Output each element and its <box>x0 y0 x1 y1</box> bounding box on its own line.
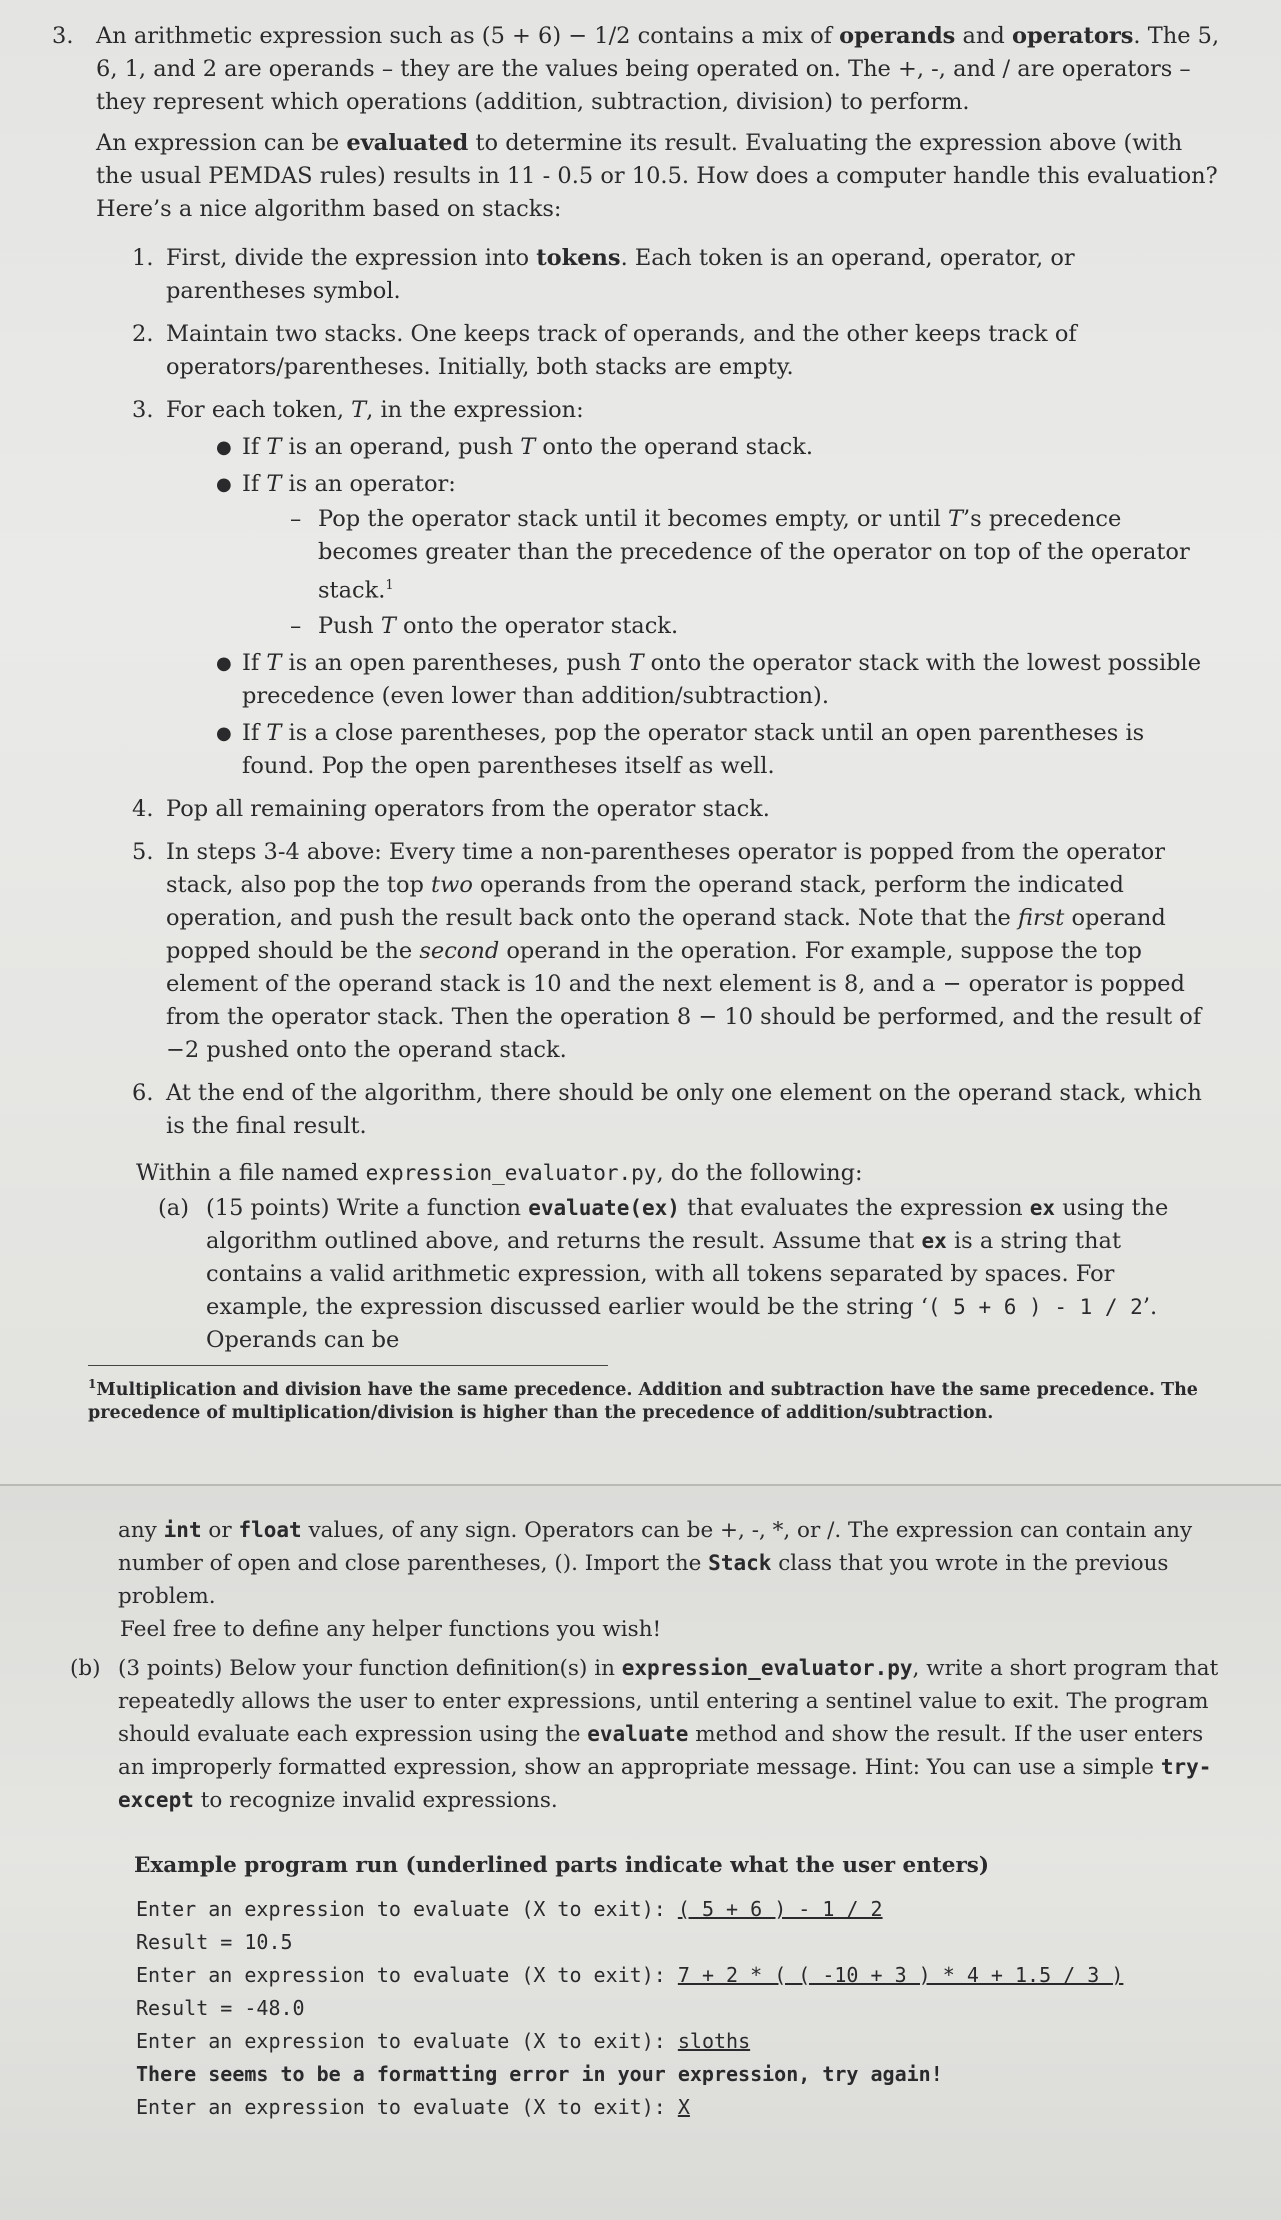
text: is a string that contains a valid arithmetic expression, with all tokens separated by spaces. For example, the expression discussed earlier would be the string ‘ <box>206 1227 1121 1320</box>
text: ’s precedence becomes greater than the precedence of the operator on top of the operator stack. <box>318 506 1190 604</box>
filename: expression_evaluator.py <box>365 1160 657 1185</box>
text: , do the following: <box>656 1159 863 1186</box>
substep-pop <box>290 503 1221 608</box>
text: operands from the operand stack, perform the indicated operation, and push the result back onto the operand stack. Note that the <box>166 871 1124 931</box>
text: T <box>266 649 282 676</box>
code: evaluate(ex) <box>528 1195 680 1220</box>
text: If <box>242 434 267 460</box>
file-instruction <box>52 1157 1221 1190</box>
text: If <box>242 719 267 746</box>
output-line <box>136 1893 1221 1926</box>
text: Within a file named <box>136 1159 366 1186</box>
text: Pop the operator stack until it becomes empty, or until <box>318 506 948 532</box>
text: For each token, <box>166 397 352 423</box>
helper-note <box>100 1613 1221 1646</box>
text: At the end of the algorithm, there should be only one element on the operand stack, which is the final result. <box>166 1079 1202 1139</box>
footnote-marker: 1 <box>385 578 394 593</box>
text: using the algorithm outlined above, and returns the result. Assume that <box>206 1194 1169 1254</box>
text: , write a short program that repeatedly allows the user to enter expressions, until entering a sentinel value to exit. The program should evaluate each expression using the <box>118 1656 1219 1747</box>
code: try-except <box>118 1755 1212 1812</box>
prompt: Enter an expression to evaluate (X to exit): <box>136 2029 678 2053</box>
text: First, divide the expression into <box>166 245 537 271</box>
text: method and show the result. If the user enters an improperly formatted expression, show an appropriate message. Hint: You can use a simple <box>118 1722 1204 1780</box>
step-number: 6. <box>132 1079 154 1106</box>
text: is a close parentheses, pop the operator stack until an open parentheses is found. Pop the open parentheses itself as well. <box>242 719 1145 779</box>
text: values, of any sign. Operators can be +, -, *, or /. The expression can contain any number of open and close parentheses, (). Import the <box>118 1518 1193 1576</box>
code: evaluate <box>587 1722 689 1746</box>
code: ( 5 + 6 ) - 1 / 2 <box>927 1294 1143 1319</box>
result-line: Result = 10.5 <box>136 1930 293 1954</box>
text: two <box>431 871 473 898</box>
text: second <box>419 937 500 964</box>
prompt: Enter an expression to evaluate (X to exit): <box>136 1897 678 1921</box>
text: An expression can be <box>96 130 347 156</box>
text: evaluated <box>346 130 469 156</box>
step-2 <box>132 318 1221 384</box>
text: and <box>955 23 1012 49</box>
result-line: Result = -48.0 <box>136 1996 305 2020</box>
text: or <box>201 1518 239 1543</box>
part-b <box>70 1652 1221 1817</box>
text: first <box>1017 904 1065 931</box>
text: Maintain two stacks. One keeps track of operands, and the other keeps track of operators/parentheses. Initially, both stacks are empty. <box>166 321 1077 380</box>
output-line <box>136 2091 1221 2124</box>
text: . Each token is an operand, operator, or parentheses symbol. <box>166 245 1075 304</box>
text: is an operator: <box>281 471 456 497</box>
text: onto the operator stack with the lowest possible precedence (even lower than addition/subtraction). <box>242 649 1202 709</box>
text: operand popped should be the <box>166 904 1166 964</box>
text: Pop all remaining operators from the operator stack. <box>166 795 770 822</box>
text: (3 points) Below your function definition(s) in <box>118 1656 622 1681</box>
text: T <box>266 434 282 460</box>
text: is an open parentheses, push <box>281 649 629 676</box>
step-4 <box>132 793 1221 826</box>
step-6 <box>132 1077 1221 1143</box>
user-input: ( 5 + 6 ) - 1 / 2 <box>677 1897 883 1921</box>
evaluation-paragraph <box>52 127 1221 226</box>
text: T <box>266 719 282 746</box>
text: onto the operand stack. <box>535 434 814 460</box>
output-line <box>136 2025 1221 2058</box>
text: Multiplication and division have the same precedence. Addition and subtraction have the same precedence. The precedence of multiplication/division is higher than the precedence of addition/subtraction. <box>88 1379 1198 1424</box>
token-rules <box>166 431 1221 783</box>
part-label: (a) <box>158 1194 189 1221</box>
footnote-rule <box>88 1365 608 1366</box>
text: If <box>242 649 267 676</box>
text: is an operand, push <box>281 434 521 460</box>
text: any <box>118 1518 164 1543</box>
code: float <box>238 1518 302 1542</box>
step-3 <box>132 394 1221 783</box>
text: , in the expression: <box>366 397 584 423</box>
text: If <box>242 471 267 497</box>
user-input: 7 + 2 * ( ( -10 + 3 ) * 4 + 1.5 / 3 ) <box>677 1963 1124 1987</box>
step-number: 5. <box>132 838 154 865</box>
step-number: 4. <box>132 795 154 822</box>
text: that evaluates the expression <box>679 1194 1030 1221</box>
text: ’. Operands can be <box>206 1293 1158 1353</box>
code: int <box>163 1518 202 1542</box>
part-a-continued <box>100 1514 1221 1613</box>
rule-operand <box>216 431 1221 464</box>
text: class that you wrote in the previous problem. <box>118 1551 1169 1609</box>
text: to recognize invalid expressions. <box>193 1788 558 1813</box>
text: T <box>520 434 536 460</box>
problem-number: 3. <box>52 23 74 49</box>
step-number: 3. <box>132 397 154 423</box>
rule-close-paren <box>216 717 1221 783</box>
text: T <box>351 397 367 423</box>
code: ex <box>921 1228 947 1253</box>
step-5 <box>132 836 1221 1067</box>
text: T <box>947 506 963 532</box>
rule-operator <box>216 468 1221 643</box>
substep-push <box>290 610 1221 643</box>
part-label: (b) <box>70 1656 101 1681</box>
text: . The 5, 6, 1, and 2 are operands – they are the values being operated on. The +, -, and / are operators – they represent which operations (addition, subtraction, division) to perform. <box>96 23 1220 115</box>
operator-substeps <box>242 503 1221 643</box>
text: operands <box>839 23 956 49</box>
error-line: There seems to be a formatting error in your expression, try again! <box>136 2062 943 2086</box>
text: onto the operator stack. <box>395 612 679 639</box>
text: T <box>628 649 644 676</box>
code: Stack <box>708 1551 772 1575</box>
prompt: Enter an expression to evaluate (X to exit): <box>136 2095 678 2119</box>
text: Push <box>318 612 381 639</box>
text: In steps 3-4 above: Every time a non-parentheses operator is popped from the operator stack, also pop the top <box>166 838 1165 898</box>
part-a <box>158 1192 1221 1357</box>
text: (15 points) Write a function <box>206 1194 529 1221</box>
prompt: Enter an expression to evaluate (X to exit): <box>136 1963 678 1987</box>
example-output <box>100 1893 1221 2124</box>
text: operand in the operation. For example, suppose the top element of the operand stack is 10 and the next element is 8, and a − operator is popped from the operator stack. Then the operation 8 − 10 should be performed, and the result of −2 pushed onto the operand stack. <box>166 937 1202 1063</box>
filename: expression_evaluator.py <box>621 1656 913 1680</box>
rule-open-paren <box>216 647 1221 713</box>
step-number: 1. <box>132 245 154 271</box>
step-number: 2. <box>132 321 154 347</box>
code: ex <box>1029 1195 1056 1220</box>
footnote <box>52 1372 1221 1426</box>
text: T <box>380 612 396 639</box>
text: T <box>266 471 282 497</box>
step-1 <box>132 242 1221 308</box>
user-input: X <box>677 2095 690 2119</box>
algorithm-steps <box>52 242 1221 1143</box>
output-line <box>136 1959 1221 1992</box>
page-lower <box>0 1484 1281 2220</box>
footnote-marker: 1 <box>88 1376 97 1391</box>
text: operators <box>1011 23 1134 49</box>
user-input: sloths <box>677 2029 751 2053</box>
text: An arithmetic expression such as (5 + 6) − 1/2 contains a mix of <box>96 23 840 49</box>
problem-intro <box>52 20 1221 119</box>
text: Feel free to define any helper functions you wish! <box>120 1617 662 1642</box>
text: tokens <box>536 245 621 271</box>
text: to determine its result. Evaluating the expression above (with the usual PEMDAS rules) results in 11 - 0.5 or 10.5. How does a computer handle this evaluation? Here’s a nice algorithm based on stacks: <box>96 130 1218 222</box>
example-heading: Example program run (underlined parts indicate what the user enters) <box>134 1853 990 1878</box>
